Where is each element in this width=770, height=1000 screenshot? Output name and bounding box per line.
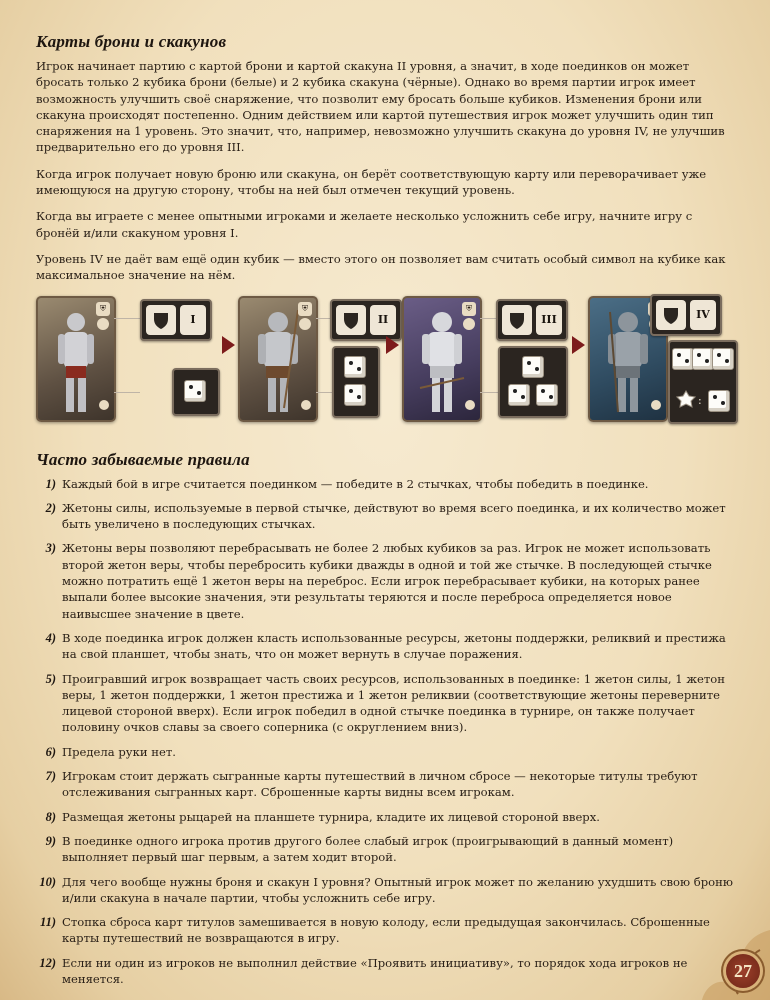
knight-icon xyxy=(52,308,100,416)
token-icon xyxy=(463,318,475,330)
list-item: 1) Каждый бой в игре считается поединком — победите в 2 стычках, чтобы победить в поединке. xyxy=(45,476,649,491)
armor-icon xyxy=(336,305,366,335)
knight-icon xyxy=(418,308,466,416)
list-item: 12) Если ни один из игроков не выполнил действие «Проявить инициативу», то порядок хода игроков не меняется. xyxy=(39,955,688,986)
armor-card-level-3 xyxy=(402,296,482,422)
list-item: 9) В поединке одного игрока против другого более слабый игрок (проигрывающий в данный момент) выполняет первый шаг первым, а затем ходит второй. xyxy=(45,833,674,865)
paragraph: Игрок начинает партию с картой брони и картой скакуна II уровня, а значит, в ходе поединков он может бросать только 2 кубика брони (белые) и 2 кубика скакуна (чёрные). Однако во время партии игрок имеет возможность улучшить своё снаряжение, что позволит ему бросать больше кубиков. Изменения брони или скакуна происходят постепенно. Одним действием или картой путешествия игрок может улучшить один тип снаряжения на 1 уровень. Это значит, что, например, невозможно улучшить скакуна до уровня IV, не улучшив предварительно его до уровня III. xyxy=(36,59,725,155)
special-symbol-icon xyxy=(676,390,696,410)
armor-icon: ⛨ xyxy=(298,302,312,316)
armor-icon xyxy=(502,305,532,335)
white-die-icon xyxy=(344,356,366,378)
knight-icon xyxy=(254,308,302,416)
armor-icon: ⛨ xyxy=(96,302,110,316)
list-item: 10) Для чего вообще нужны броня и скакун I уровня? Опытный игрок может по желанию ухудшить свою броню и/или скакуна в начале партии, чтобы усложнить себе игру. xyxy=(39,874,733,905)
page-number: 27 xyxy=(726,954,760,988)
list-item: 7) Игрокам стоит держать сыгранные карты путешествий в личном сбросе — некоторые титулы требуют отслеживания сыгранных карт. Сброшенные карты видны всем игрокам. xyxy=(45,769,698,800)
armor-level-label: I xyxy=(180,305,206,335)
armor-icon: ⛨ xyxy=(462,302,476,316)
white-die-icon xyxy=(536,384,558,406)
armor-level-badge xyxy=(650,294,722,336)
section-title-rules: Часто забываемые правила xyxy=(36,449,250,469)
white-die-icon xyxy=(522,356,544,378)
armor-level-label: II xyxy=(370,305,396,335)
token-icon xyxy=(299,318,311,330)
armor-level-badge xyxy=(140,299,212,341)
rules-list xyxy=(36,476,736,988)
white-die-icon xyxy=(708,390,730,412)
armor-icon xyxy=(146,305,176,335)
dice-box xyxy=(498,346,568,418)
token-icon xyxy=(97,318,109,330)
token-icon xyxy=(99,400,109,410)
list-item: 3) Жетоны веры позволяют перебрасывать не более 2 любых кубиков за раз. Игрок не может использовать второй жетон веры, чтобы перебросить кубики дважды в одной и той же стычке. В последующей стычке можно потратить ещё 1 жетон веры на переброс. Если игрок перебрасывает кубики, на которых ранее выпали более высокие значения, эти результаты теряются и после переброса определяется новое наивысшее значение в цвете. xyxy=(45,541,712,621)
white-die-icon xyxy=(692,348,714,370)
white-die-icon xyxy=(712,348,734,370)
list-item: 4) В ходе поединка игрок должен класть использованные ресурсы, жетоны поддержки, реликвий и престижа на свой планшет, чтобы знать, что он может вернуть в случае поражения. xyxy=(45,630,726,662)
dice-box xyxy=(332,346,380,418)
token-icon xyxy=(465,400,475,410)
list-item: 6) Предела руки нет. xyxy=(45,744,176,759)
list-item: 2) Жетоны силы, используемые в первой стычке, действуют во время всего поединка, и их количество может быть увеличено в последующих стычках. xyxy=(45,500,726,532)
token-icon xyxy=(651,400,661,410)
white-die-icon xyxy=(184,380,206,402)
page-content xyxy=(36,32,736,995)
white-die-icon xyxy=(672,348,694,370)
armor-level-label: IV xyxy=(690,300,716,330)
arrow-right-icon xyxy=(572,336,585,354)
armor-card-level-1 xyxy=(36,296,116,422)
dice-box xyxy=(668,340,738,424)
dice-box xyxy=(172,368,220,416)
paragraph: Когда вы играете с менее опытными игроками и желаете несколько усложнить себе игру, начните игру с бронёй и/или скакуном уровня I. xyxy=(36,209,693,240)
paragraph: Уровень IV не даёт вам ещё один кубик — вместо этого он позволяет вам считать особый символ на кубике как максимальное значение на нём. xyxy=(36,251,726,283)
armor-level-label: III xyxy=(536,305,562,335)
white-die-icon xyxy=(344,384,366,406)
armor-cards-illustration xyxy=(36,296,736,426)
corner-ornament-icon xyxy=(680,910,770,1000)
knight-icon xyxy=(604,308,652,416)
list-item: 5) Проигравший игрок возвращает часть своих ресурсов, использованных в поединке: 1 жетон силы, 1 жетон веры, 1 жетон поддержки, 1 жетон престижа и 1 жетон реликвии (соответствующие жетоны переверните лицевой стороной вверх). Если игрок победил в одной стычке поединка в турнире, он также получает половину очков славы за своего соперника (с округлением вниз). xyxy=(45,671,726,735)
armor-level-badge xyxy=(330,299,402,341)
list-item: 8) Размещая жетоны рыцарей на планшете турнира, кладите их лицевой стороной вверх. xyxy=(45,809,600,824)
armor-level-badge xyxy=(496,299,568,341)
section-title-armor: Карты брони и скакунов xyxy=(36,32,227,51)
paragraph: Когда игрок получает новую броню или скакуна, он берёт соответствующую карту или переворачивает уже имеющуюся на другую сторону, чтобы на ней был отмечен текущий уровень. xyxy=(36,166,707,198)
arrow-right-icon xyxy=(386,336,399,354)
armor-icon xyxy=(656,300,686,330)
white-die-icon xyxy=(508,384,530,406)
token-icon xyxy=(301,400,311,410)
arrow-right-icon xyxy=(222,336,235,354)
list-item: 11) Стопка сброса карт титулов замешивается в новую колоду, если предыдущая закончилась. Сброшенные карты путешествий не возвращаются в игру. xyxy=(40,915,710,946)
armor-card-level-2 xyxy=(238,296,318,422)
equals-icon: : xyxy=(698,393,702,407)
